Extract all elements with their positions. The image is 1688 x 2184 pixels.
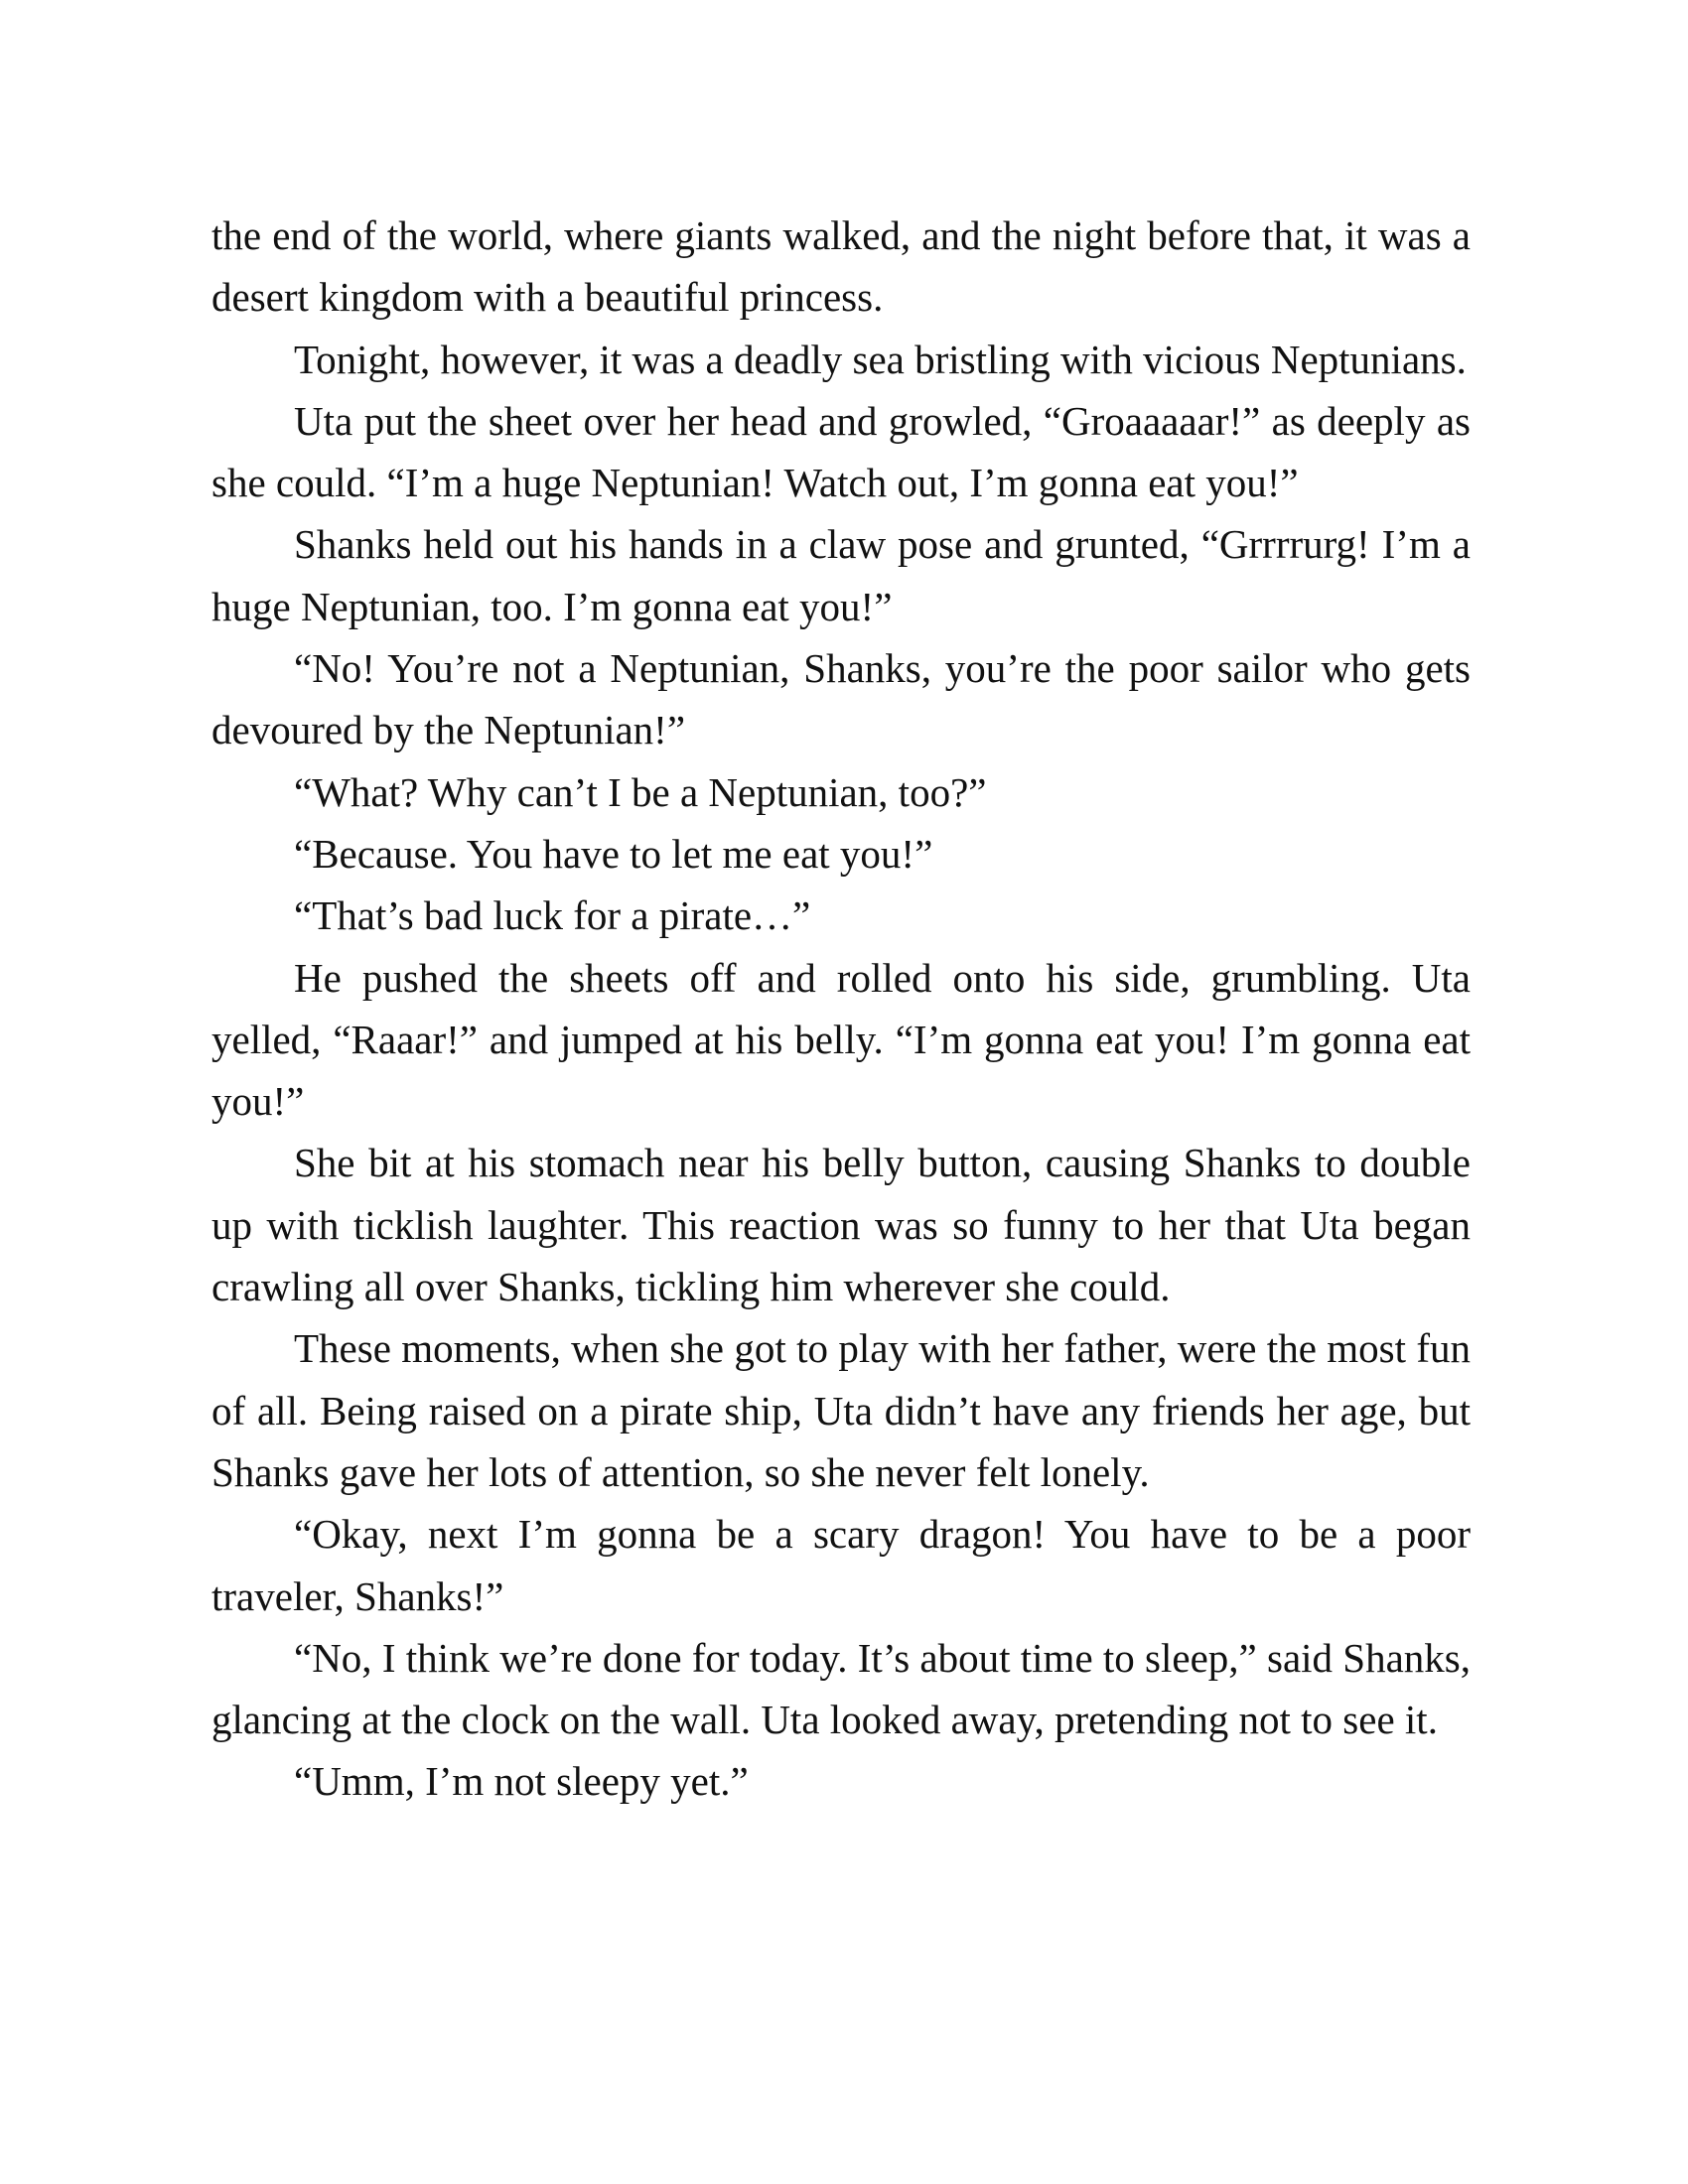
paragraph: “Umm, I’m not sleepy yet.” <box>294 1758 749 1805</box>
paragraph: She bit at his stomach near his belly button, causing Shanks to double up with ticklish laughter. This reaction was so funny to her that Uta began crawling all over Shanks, tickling him wherever she could. <box>211 1140 1471 1310</box>
paragraph: Uta put the sheet over her head and growled, “Groaaaaar!” as deeply as she could. “I’m a huge Neptunian! Watch out, I’m gonna eat you!” <box>211 397 1471 506</box>
paragraph: “Because. You have to let me eat you!” <box>294 830 933 877</box>
paragraph: “No, I think we’re done for today. It’s about time to sleep,” said Shanks, glancing at the clock on the wall. Uta looked away, pretending not to see it. <box>211 1634 1471 1743</box>
paragraph: He pushed the sheets off and rolled onto his side, grumbling. Uta yelled, “Raaar!” and jumped at his belly. “I’m gonna eat you! I’m gonna eat you!” <box>211 954 1471 1125</box>
paragraph: “What? Why can’t I be a Neptunian, too?” <box>294 768 987 815</box>
paragraph: Shanks held out his hands in a claw pose and grunted, “Grrrrurg! I’m a huge Neptunian, too. I’m gonna eat you!” <box>211 521 1471 629</box>
paragraph: “Okay, next I’m gonna be a scary dragon! You have to be a poor traveler, Shanks!” <box>211 1511 1471 1619</box>
paragraph: the end of the world, where giants walked, and the night before that, it was a desert kingdom with a beautiful princess. <box>211 212 1471 321</box>
paragraph: “No! You’re not a Neptunian, Shanks, you’re the poor sailor who gets devoured by the Neptunian!” <box>211 645 1471 753</box>
paragraph: Tonight, however, it was a deadly sea bristling with vicious Neptunians. <box>294 336 1467 382</box>
page-body <box>211 205 1471 1813</box>
paragraph: These moments, when she got to play with her father, were the most fun of all. Being raised on a pirate ship, Uta didn’t have any friends her age, but Shanks gave her lots of attention, so she never felt lonely. <box>211 1325 1471 1495</box>
paragraph: “That’s bad luck for a pirate…” <box>294 892 811 939</box>
